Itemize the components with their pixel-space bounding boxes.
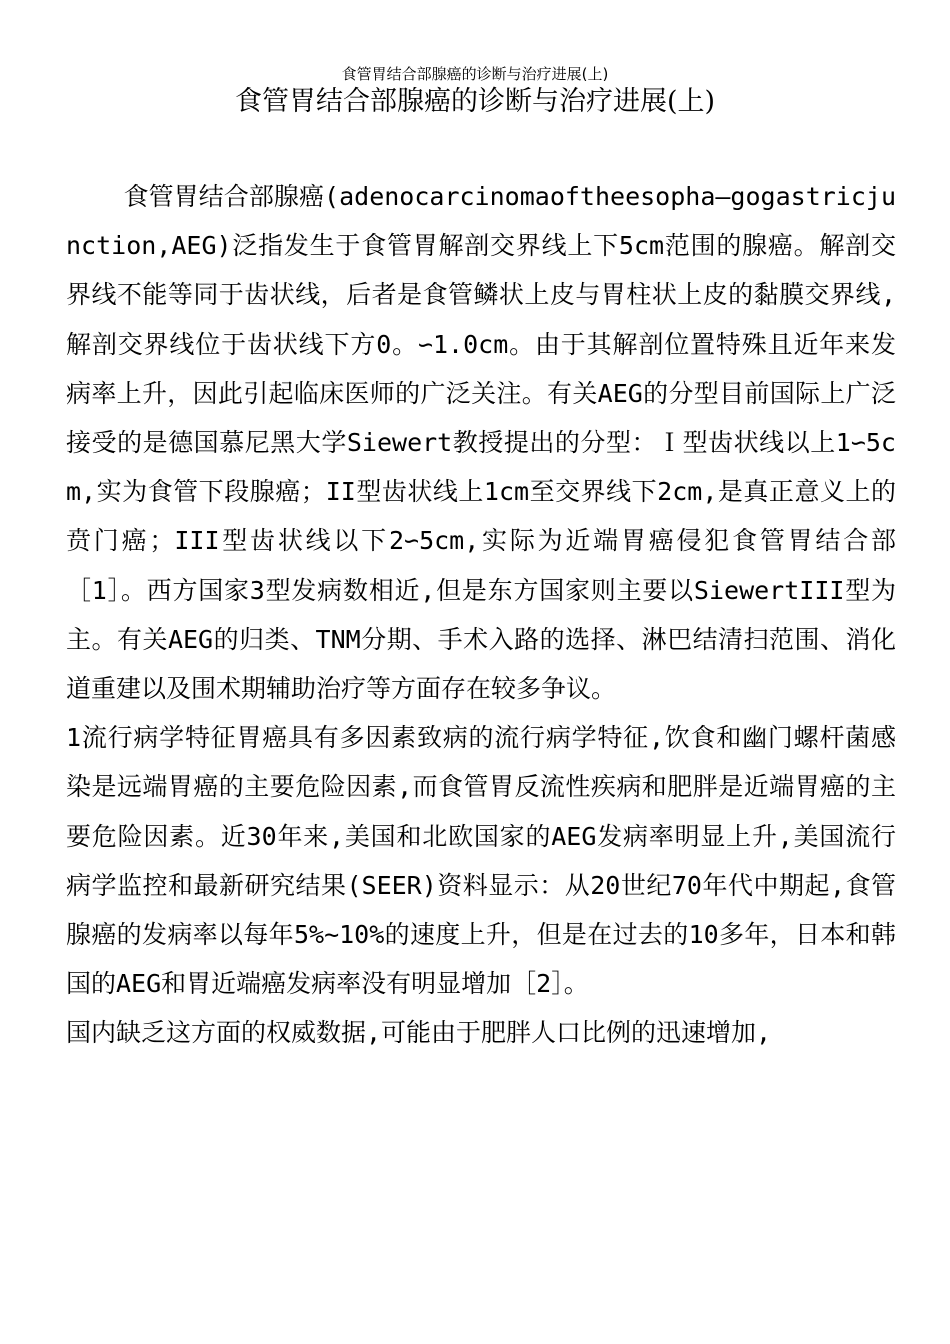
body-text — [66, 172, 896, 1058]
paragraph-epidemiology: 1流行病学特征胃癌具有多因素致病的流行病学特征,饮食和幽门螺杆菌感染是远端胃癌的主要危险因素,而食管胃反流性疾病和肥胖是近端胃癌的主要危险因素。近30年来,美国和北欧国家的AEG发病率明显上升,美国流行病学监控和最新研究结果(SEER)资料显示：从20世纪70年代中期起,食管腺癌的发病率以每年5%~10%的速度上升，但是在过去的10多年，日本和韩国的AEG和胃近端癌发病率没有明显增加［2］。 — [66, 723, 896, 999]
paragraph-introduction: 食管胃结合部腺癌(adenocarcinomaoftheesopha—gogastricjunction,AEG)泛指发生于食管胃解剖交界线上下5cm范围的腺癌。解剖交界线不能等同于齿状线，后者是食管鳞状上皮与胃柱状上皮的黏膜交界线,解剖交界线位于齿状线下方0。∽1.0cm。由于其解剖位置特殊且近年来发病率上升，因此引起临床医师的广泛关注。有关AEG的分型目前国际上广泛接受的是德国慕尼黑大学Siewert教授提出的分型：Ｉ型齿状线以上1∽5cm,实为食管下段腺癌；II型齿状线上1cm至交界线下2cm,是真正意义上的贲门癌；III型齿状线以下2∽5cm,实际为近端胃癌侵犯食管胃结合部［1］。西方国家3型发病数相近,但是东方国家则主要以SiewertIII型为主。有关AEG的归类、TNM分期、手术入路的选择、淋巴结清扫范围、消化道重建以及围术期辅助治疗等方面存在较多争议。 — [66, 182, 896, 704]
running-header: 食管胃结合部腺癌的诊断与治疗进展(上) — [341, 65, 609, 83]
document-title: 食管胃结合部腺癌的诊断与治疗进展(上) — [234, 86, 716, 117]
paragraph-domestic-data: 国内缺乏这方面的权威数据,可能由于肥胖人口比例的迅速增加, — [66, 1018, 772, 1048]
